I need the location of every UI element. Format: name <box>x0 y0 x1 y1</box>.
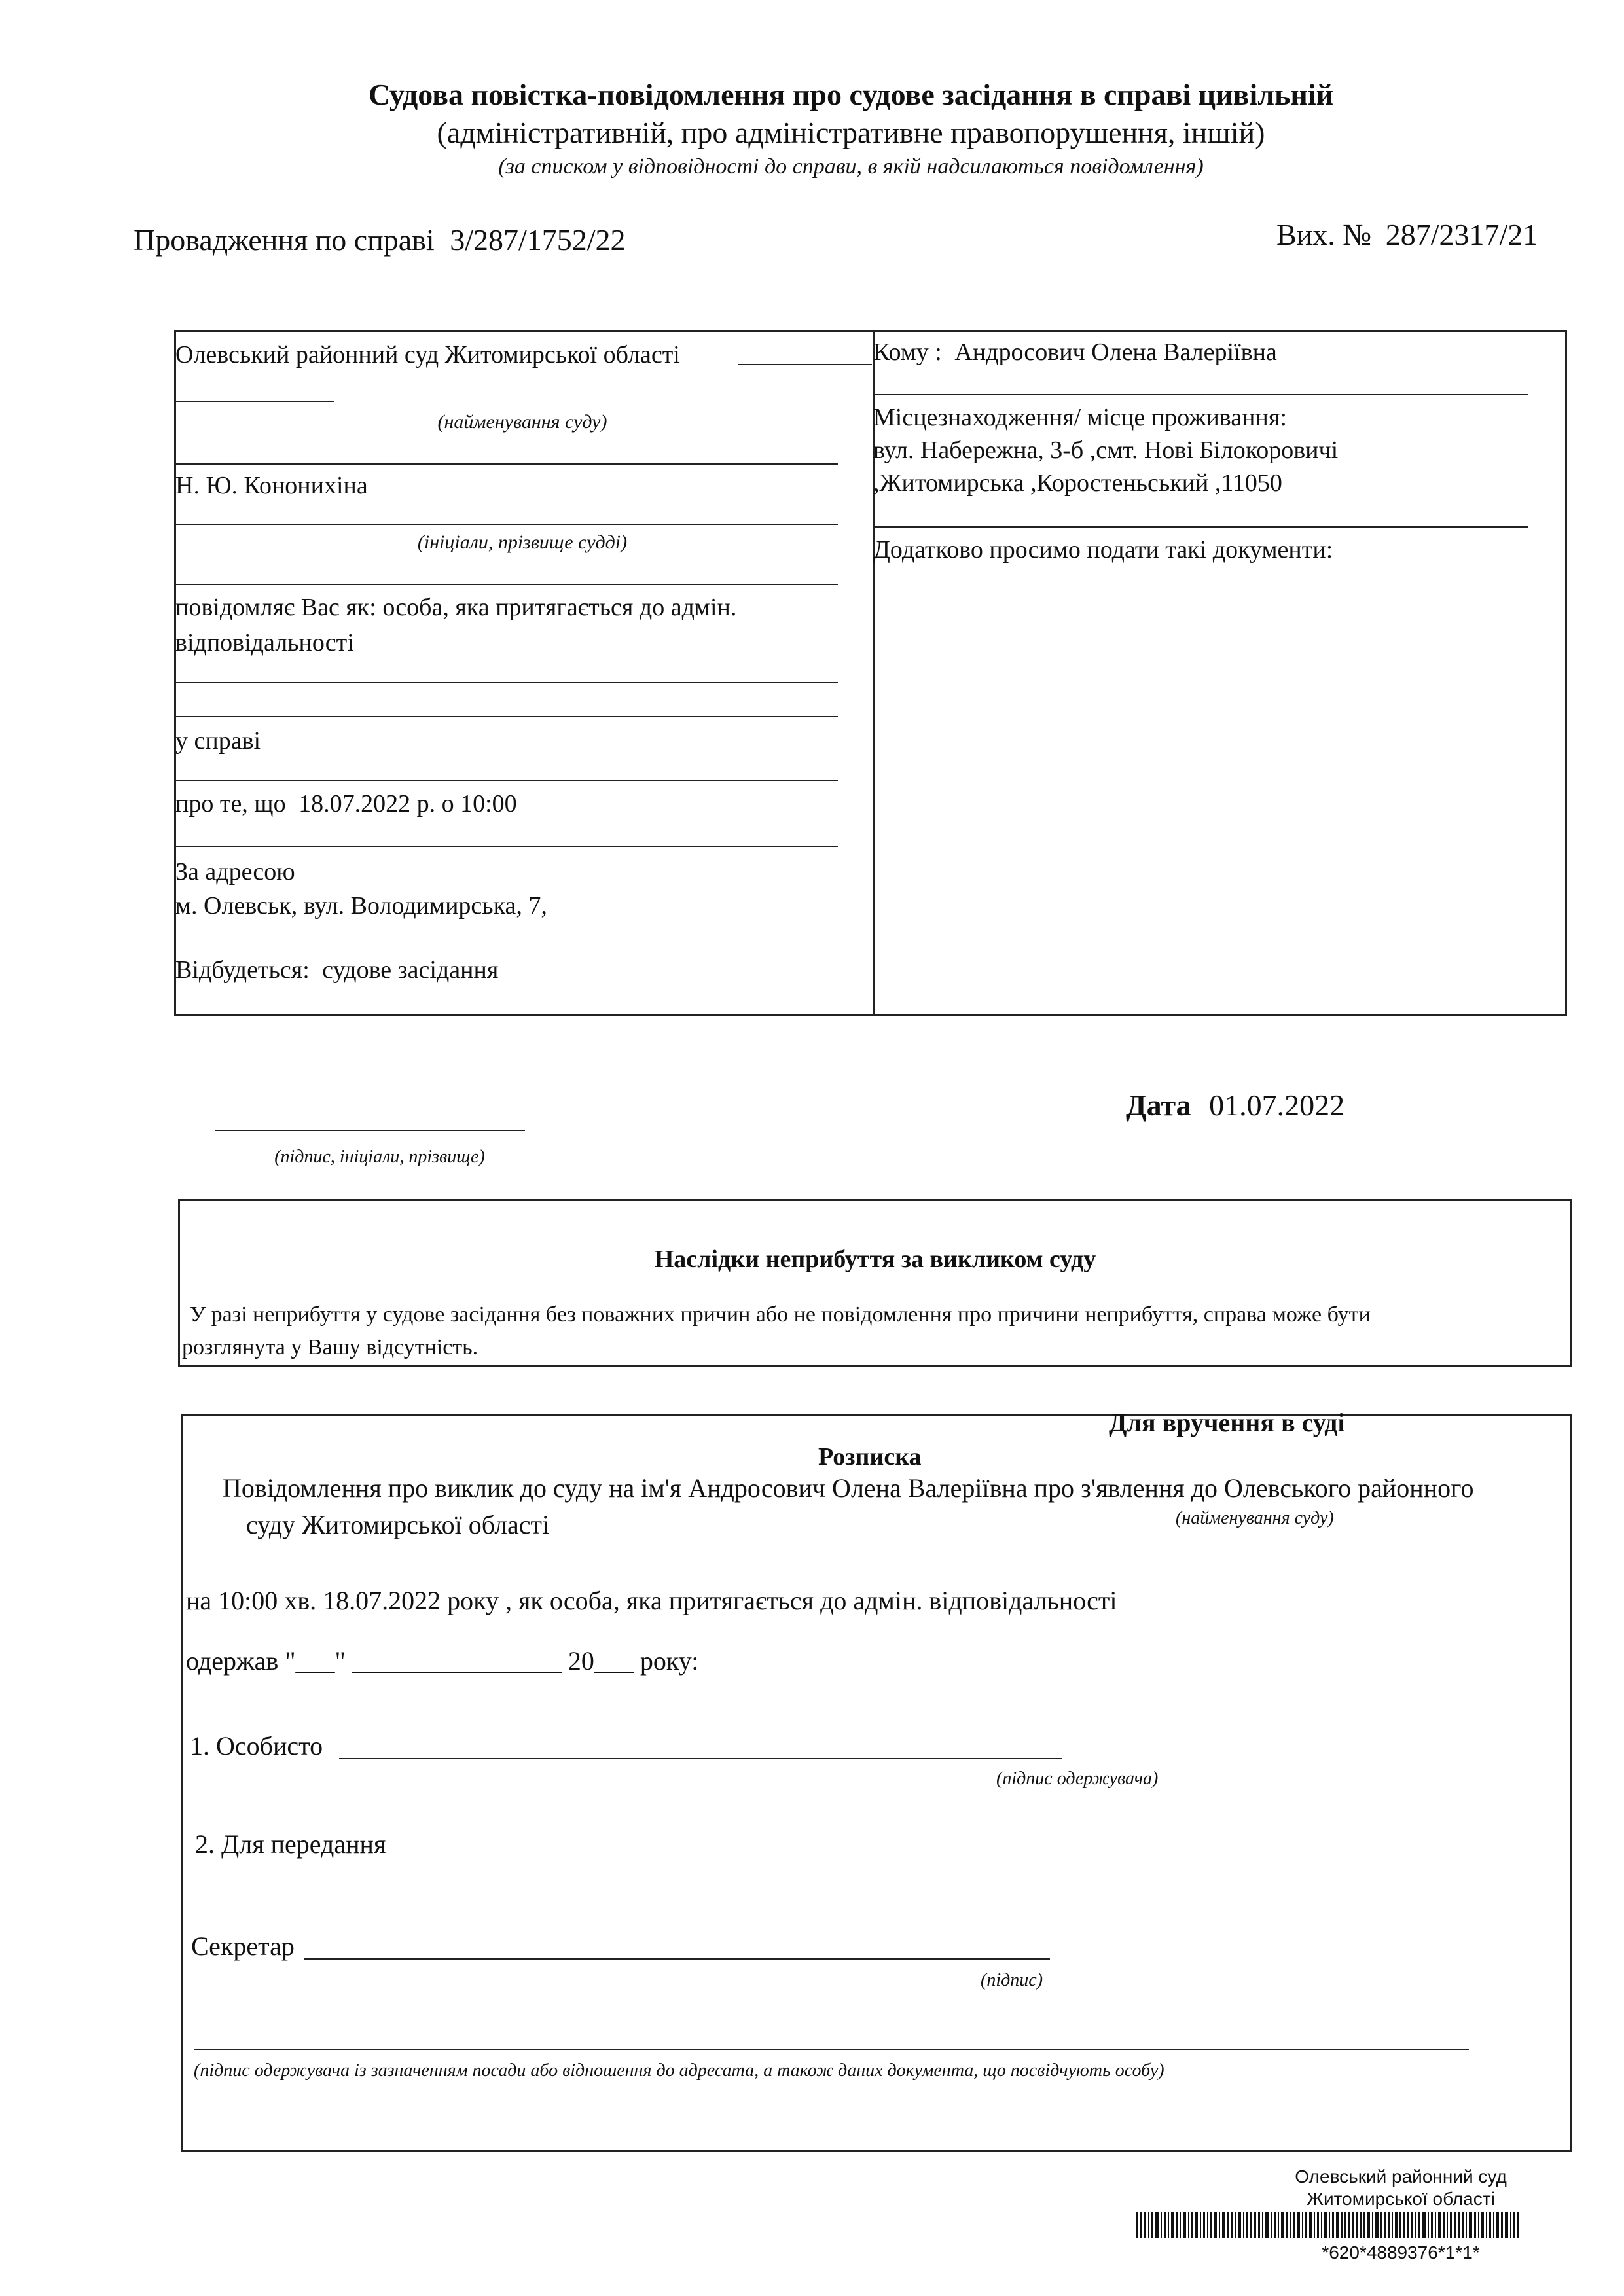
in-case-label: у справі <box>175 727 261 755</box>
barcode <box>1136 2212 1595 2238</box>
barcode-bar <box>1372 2212 1373 2238</box>
event-value: судове засідання <box>322 956 499 984</box>
outgoing-reference <box>1276 217 1538 252</box>
barcode-bar <box>1493 2212 1494 2238</box>
barcode-bar <box>1317 2212 1319 2238</box>
document-note: (за списком у відповідності до справи, в якій надсилаються повідомлення) <box>498 154 1204 179</box>
barcode-bar <box>1271 2212 1272 2238</box>
barcode-bar <box>1422 2212 1426 2238</box>
barcode-bar <box>1148 2212 1149 2238</box>
barcode-bar <box>1341 2212 1343 2238</box>
barcode-bar <box>1428 2212 1429 2238</box>
barcode-bar <box>1168 2212 1169 2238</box>
recipient-address-line1: вул. Набережна, 3-б ,смт. Нові Білокоровичі <box>873 437 1339 464</box>
barcode-bar <box>1140 2212 1142 2238</box>
barcode-bar <box>1356 2212 1358 2238</box>
barcode-bar <box>1435 2212 1436 2238</box>
outgoing-label: Вих. № <box>1276 218 1372 251</box>
barcode-bar <box>1481 2212 1484 2238</box>
recipient-name: Андросович Олена Валеріївна <box>954 338 1277 366</box>
barcode-bar <box>1380 2212 1382 2238</box>
case-number: 3/287/1752/22 <box>450 223 626 257</box>
barcode-bar <box>1250 2212 1252 2238</box>
secretary-sign-caption: (підпис) <box>981 1970 1043 1990</box>
address-label: За адресою <box>175 858 295 886</box>
barcode-bar <box>1431 2212 1433 2238</box>
barcode-bar <box>1329 2212 1330 2238</box>
barcode-bar <box>1399 2212 1401 2238</box>
consequences-title: Наслідки неприбуття за викликом суду <box>654 1246 1096 1273</box>
about-label: про те, що <box>175 790 286 817</box>
barcode-bar <box>1200 2212 1201 2238</box>
barcode-bar <box>1454 2212 1456 2238</box>
barcode-bar <box>1352 2212 1354 2238</box>
barcode-bar <box>1336 2212 1339 2238</box>
barcode-bar <box>1462 2212 1464 2238</box>
barcode-bar <box>1367 2212 1370 2238</box>
barcode-bar <box>1314 2212 1315 2238</box>
judge-caption: (ініціали, прізвище судді) <box>417 531 628 553</box>
barcode-bar <box>1191 2212 1193 2238</box>
barcode-bar <box>1486 2212 1487 2238</box>
stamp-line1: Олевський районний суд <box>1295 2166 1507 2187</box>
location-label: Місцезнаходження/ місце проживання: <box>873 404 1287 431</box>
barcode-bar <box>1305 2212 1307 2238</box>
signature-caption: (підпис, ініціали, прізвище) <box>274 1147 485 1167</box>
received-line: одержав "___" ________________ 20___ року: <box>186 1646 699 1676</box>
court-name: Олевський районний суд Житомирської області <box>175 341 680 368</box>
transfer-label: 2. Для передання <box>195 1829 386 1859</box>
barcode-bar <box>1403 2212 1405 2238</box>
barcode-bar <box>1176 2212 1178 2238</box>
court-caption: (найменування суду) <box>437 411 607 433</box>
barcode-bar <box>1281 2212 1284 2238</box>
barcode-bar <box>1203 2212 1205 2238</box>
barcode-bar <box>1258 2212 1260 2238</box>
case-reference <box>134 223 626 257</box>
barcode-bar <box>1505 2212 1508 2238</box>
barcode-bar <box>1235 2212 1236 2238</box>
barcode-bar <box>1231 2212 1233 2238</box>
receipt-title: Розписка <box>818 1443 922 1471</box>
barcode-bar <box>1227 2212 1229 2238</box>
barcode-bar <box>1183 2212 1186 2238</box>
barcode-bar <box>1188 2212 1189 2238</box>
barcode-bar <box>1344 2212 1346 2238</box>
receipt-line3: на 10:00 хв. 18.07.2022 року , як особа, яка притягається до адмін. відповідальності <box>186 1586 1117 1615</box>
consequences-text-line2: розглянута у Вашу відсутність. <box>182 1335 478 1359</box>
barcode-bar <box>1321 2212 1322 2238</box>
hearing-datetime <box>175 789 517 818</box>
barcode-bar <box>1219 2212 1220 2238</box>
barcode-text: *620*4889376*1*1* <box>1322 2242 1480 2263</box>
judge-name: Н. Ю. Кононихіна <box>175 472 368 499</box>
barcode-bar <box>1278 2212 1279 2238</box>
barcode-bar <box>1238 2212 1241 2238</box>
receipt-line2: суду Житомирської області <box>246 1510 550 1539</box>
barcode-bar <box>1155 2212 1159 2238</box>
barcode-bar <box>1415 2212 1416 2238</box>
notifies-as-line2: відповідальності <box>175 629 354 656</box>
notifies-as-line1: повідомляє Вас як: особа, яка притягається до адмін. <box>175 594 737 621</box>
receipt-court-caption: (найменування суду) <box>1176 1508 1334 1528</box>
barcode-bar <box>1207 2212 1208 2238</box>
barcode-bar <box>1164 2212 1166 2238</box>
outgoing-number: 287/2317/21 <box>1385 218 1538 251</box>
barcode-bar <box>1407 2212 1409 2238</box>
barcode-bar <box>1438 2212 1441 2238</box>
barcode-bar <box>1214 2212 1217 2238</box>
receipt-bottom-caption: (підпис одержувача із зазначенням посади або відношення до адресата, а також даних документа, що посвідчують особу) <box>194 2060 1164 2081</box>
barcode-bar <box>1443 2212 1445 2238</box>
barcode-bar <box>1469 2212 1472 2238</box>
barcode-bar <box>1171 2212 1174 2238</box>
personally-label: 1. Особисто <box>190 1731 323 1761</box>
barcode-bar <box>1395 2212 1398 2238</box>
barcode-bar <box>1466 2212 1467 2238</box>
document-title: Судова повістка-повідомлення про судове засідання в справі цивільній <box>368 78 1334 111</box>
additional-docs-label: Додатково просимо подати такі документи: <box>873 536 1333 564</box>
recipient-address-line2: ,Житомирська ,Коростеньський ,11050 <box>873 469 1282 497</box>
barcode-bar <box>1513 2212 1515 2238</box>
barcode-bar <box>1246 2212 1248 2238</box>
barcode-bar <box>1151 2212 1153 2238</box>
barcode-bar <box>1195 2212 1198 2238</box>
barcode-bar <box>1262 2212 1263 2238</box>
consequences-text-line1: У разі неприбуття у судове засідання без поважних причин або не повідомлення про причини неприбуття, справа може бути <box>190 1302 1371 1327</box>
stamp-line2: Житомирської області <box>1307 2189 1495 2209</box>
barcode-bar <box>1293 2212 1295 2238</box>
barcode-bar <box>1274 2212 1276 2238</box>
document-subtitle: (адміністративній, про адміністративне правопорушення, іншій) <box>437 116 1265 149</box>
barcode-bar <box>1254 2212 1256 2238</box>
to-label: Кому : <box>873 338 942 366</box>
barcode-bar <box>1489 2212 1491 2238</box>
barcode-bar <box>1265 2212 1269 2238</box>
barcode-bar <box>1290 2212 1291 2238</box>
barcode-bar <box>1501 2212 1503 2238</box>
about-date: 18.07.2022 р. о 10:00 <box>298 790 517 817</box>
barcode-bar <box>1375 2212 1379 2238</box>
for-court-label: Для вручення в суді <box>1109 1408 1345 1437</box>
receipt-line1: Повідомлення про виклик до суду на ім'я Андросович Олена Валеріївна про з'явлення до Олевського районного <box>223 1473 1474 1503</box>
barcode-bar <box>1474 2212 1476 2238</box>
barcode-bar <box>1222 2212 1225 2238</box>
column-divider <box>873 330 875 1016</box>
event-line <box>175 956 498 984</box>
event-label: Відбудеться: <box>175 956 310 984</box>
barcode-bar <box>1392 2212 1393 2238</box>
barcode-bar <box>1180 2212 1181 2238</box>
barcode-bar <box>1478 2212 1479 2238</box>
court-address: м. Олевськ, вул. Володимирська, 7, <box>175 892 547 920</box>
recipient-sign-caption: (підпис одержувача) <box>996 1768 1159 1789</box>
recipient-line <box>873 338 1277 367</box>
barcode-bar <box>1447 2212 1448 2238</box>
barcode-bar <box>1144 2212 1146 2238</box>
barcode-bar <box>1517 2212 1519 2238</box>
barcode-bar <box>1210 2212 1212 2238</box>
barcode-bar <box>1302 2212 1303 2238</box>
barcode-bar <box>1363 2212 1365 2238</box>
date-value: 01.07.2022 <box>1209 1088 1345 1122</box>
barcode-bar <box>1458 2212 1460 2238</box>
barcode-bar <box>1388 2212 1390 2238</box>
barcode-bar <box>1510 2212 1511 2238</box>
barcode-bar <box>1496 2212 1499 2238</box>
barcode-bar <box>1309 2212 1312 2238</box>
barcode-bar <box>1418 2212 1420 2238</box>
case-label: Провадження по справі <box>134 223 435 257</box>
barcode-bar <box>1136 2212 1138 2238</box>
barcode-bar <box>1243 2212 1244 2238</box>
barcode-bar <box>1324 2212 1327 2238</box>
barcode-bar <box>1360 2212 1362 2238</box>
barcode-bar <box>1297 2212 1300 2238</box>
document-date <box>1126 1088 1344 1122</box>
barcode-bar <box>1384 2212 1386 2238</box>
secretary-label: Секретар <box>191 1931 295 1961</box>
barcode-bar <box>1411 2212 1413 2238</box>
date-label: Дата <box>1126 1088 1191 1122</box>
barcode-bar <box>1161 2212 1162 2238</box>
barcode-bar <box>1286 2212 1288 2238</box>
barcode-bar <box>1332 2212 1334 2238</box>
barcode-bar <box>1450 2212 1452 2238</box>
barcode-bar <box>1348 2212 1350 2238</box>
